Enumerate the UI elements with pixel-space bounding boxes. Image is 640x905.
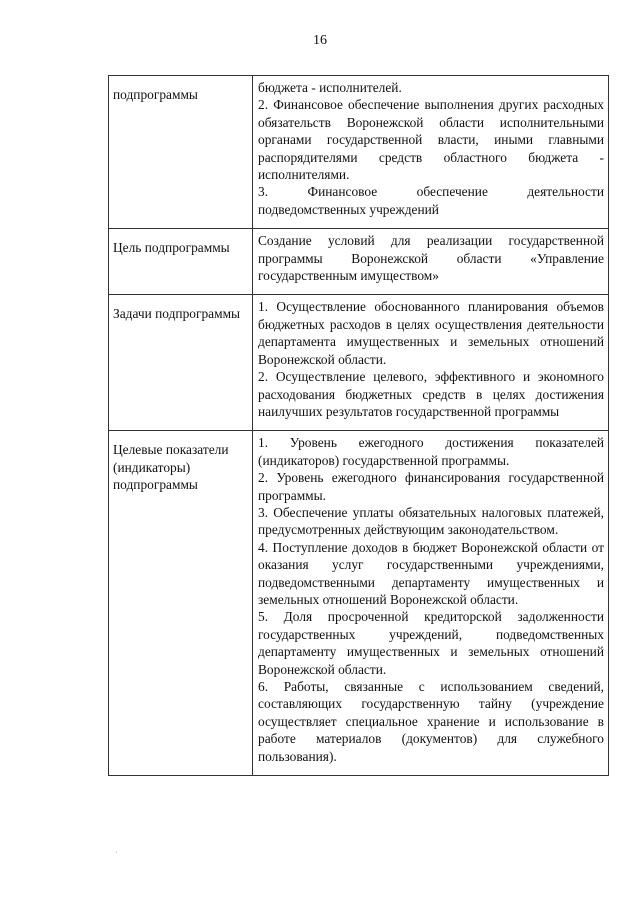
row-content [253, 76, 609, 229]
scan-speck [116, 852, 117, 853]
row-content [253, 295, 609, 431]
content-item: 1. Осуществление обоснованного планирования объемов бюджетных расходов в целях осуществления деятельности департамента имущественных и земельных отношений Воронежской области. [258, 299, 604, 367]
row-label: Целевые показатели (индикаторы) подпрограммы [109, 431, 253, 776]
table-row-tasks [109, 295, 609, 431]
content-item: бюджета - исполнителей. [258, 80, 402, 95]
table-row-goal [109, 229, 609, 295]
content-item: 5. Доля просроченной кредиторской задолженности государственных учреждений, подведомственных департаменту имущественных и земельных отношений Воронежской области. [258, 609, 604, 677]
row-label: Задачи подпрограммы [109, 295, 253, 431]
content-item: 3. Обеспечение уплаты обязательных налоговых платежей, предусмотренных действующим законодательством. [258, 504, 604, 538]
content-item: 4. Поступление доходов в бюджет Воронежской области от оказания услуг государственными учреждениями, подведомственными департаменту имущественных и земельных отношений Воронежской области. [258, 539, 604, 607]
row-content [253, 431, 609, 776]
table-row-indicators [109, 431, 609, 776]
content-item: 3. Финансовое обеспечение деятельности подведомственных учреждений [258, 184, 604, 217]
content-item: 2. Уровень ежегодного финансирования государственной программы. [258, 470, 604, 503]
content-item: 2. Осуществление целевого, эффективного и экономного расходования бюджетных средств в целях достижения наилучших результатов государственной программы [258, 369, 604, 419]
subprogram-passport-table [108, 75, 609, 776]
row-content [253, 229, 609, 295]
content-item: 6. Работы, связанные с использованием сведений, составляющих государственную тайну (учреждение осуществляет специальное хранение и использование в работе материалов (документов) для служебного пользования). [258, 679, 604, 764]
page-number: 16 [313, 33, 327, 48]
table-row-financing [109, 76, 609, 229]
content-item: 1. Уровень ежегодного достижения показателей (индикаторов) государственной программы. [258, 435, 604, 468]
row-label: Цель подпрограммы [109, 229, 253, 295]
content-item: 2. Финансовое обеспечение выполнения других расходных обязательств Воронежской области исполнительными органами государственной власти, иными главными распорядителями средств областного бюджета - исполнителями. [258, 97, 604, 183]
row-label: подпрограммы [109, 76, 253, 229]
content-item: Создание условий для реализации государственной программы Воронежской области «Управление государственным имуществом» [258, 233, 604, 284]
